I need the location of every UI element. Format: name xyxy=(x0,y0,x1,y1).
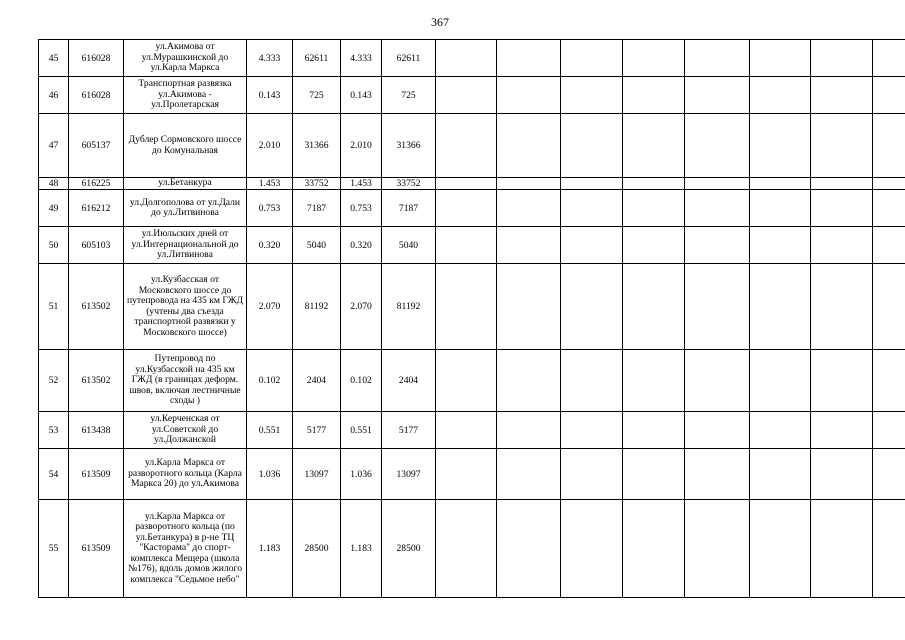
empty-cell xyxy=(436,449,497,500)
cell-area1: 7187 xyxy=(293,190,341,227)
cell-len1: 0.102 xyxy=(247,350,293,412)
table-row xyxy=(39,178,905,190)
empty-cell xyxy=(811,227,873,264)
empty-cell xyxy=(436,264,497,350)
table-row xyxy=(39,227,905,264)
cell-len2: 0.753 xyxy=(341,190,382,227)
cell-desc: Путепровод по ул.Кузбасской на 435 км ГЖД (в границах деформ. швов, включая лестничные сходы ) xyxy=(124,350,247,412)
cell-n: 48 xyxy=(39,178,69,190)
cell-desc: ул.Бетанкура xyxy=(124,178,247,190)
table-row xyxy=(39,264,905,350)
cell-area2: 5040 xyxy=(382,227,436,264)
empty-cell xyxy=(497,449,561,500)
empty-cell xyxy=(750,77,811,114)
cell-desc: ул.Карла Маркса от разворотного кольца (Карла Маркса 20) до ул.Акимова xyxy=(124,449,247,500)
table-row xyxy=(39,500,905,598)
cell-len2: 1.183 xyxy=(341,500,382,598)
cell-len2: 4.333 xyxy=(341,40,382,77)
empty-cell xyxy=(811,190,873,227)
cell-len1: 2.070 xyxy=(247,264,293,350)
cell-area2: 2404 xyxy=(382,350,436,412)
empty-cell xyxy=(685,178,750,190)
empty-cell xyxy=(436,500,497,598)
cell-area2: 13097 xyxy=(382,449,436,500)
empty-cell xyxy=(873,227,905,264)
table-row xyxy=(39,190,905,227)
cell-len2: 2.070 xyxy=(341,264,382,350)
empty-cell xyxy=(497,350,561,412)
cell-area2: 7187 xyxy=(382,190,436,227)
cell-len2: 0.102 xyxy=(341,350,382,412)
cell-code: 605137 xyxy=(69,114,124,178)
cell-n: 51 xyxy=(39,264,69,350)
cell-area1: 81192 xyxy=(293,264,341,350)
cell-desc: ул.Долгополова от ул.Дали до ул.Литвинова xyxy=(124,190,247,227)
empty-cell xyxy=(750,114,811,178)
road-table xyxy=(38,39,905,598)
cell-desc: ул.Июльских дней от ул.Интернациональной до ул.Литвинова xyxy=(124,227,247,264)
cell-desc: ул.Керченская от ул.Советской до ул.Должанской xyxy=(124,412,247,449)
cell-len2: 0.143 xyxy=(341,77,382,114)
cell-area2: 725 xyxy=(382,77,436,114)
empty-cell xyxy=(873,190,905,227)
cell-n: 53 xyxy=(39,412,69,449)
empty-cell xyxy=(623,40,685,77)
empty-cell xyxy=(436,178,497,190)
empty-cell xyxy=(873,500,905,598)
empty-cell xyxy=(873,412,905,449)
empty-cell xyxy=(873,449,905,500)
empty-cell xyxy=(750,500,811,598)
empty-cell xyxy=(561,350,623,412)
cell-len1: 1.453 xyxy=(247,178,293,190)
cell-desc: ул.Карла Маркса от разворотного кольца (по ул.Бетанкура) в р-не ТЦ "Касторама" до спорт-комплекса Мещера (школа №176), вдоль домов жилого комплекса "Седьмое небо" xyxy=(124,500,247,598)
cell-code: 613502 xyxy=(69,264,124,350)
cell-n: 49 xyxy=(39,190,69,227)
empty-cell xyxy=(497,227,561,264)
empty-cell xyxy=(561,114,623,178)
cell-len2: 0.551 xyxy=(341,412,382,449)
empty-cell xyxy=(623,500,685,598)
cell-n: 55 xyxy=(39,500,69,598)
empty-cell xyxy=(750,449,811,500)
empty-cell xyxy=(497,77,561,114)
cell-len1: 0.753 xyxy=(247,190,293,227)
empty-cell xyxy=(623,264,685,350)
cell-area2: 31366 xyxy=(382,114,436,178)
cell-area2: 81192 xyxy=(382,264,436,350)
empty-cell xyxy=(873,114,905,178)
empty-cell xyxy=(750,40,811,77)
cell-len2: 2.010 xyxy=(341,114,382,178)
cell-code: 613509 xyxy=(69,449,124,500)
empty-cell xyxy=(811,500,873,598)
empty-cell xyxy=(623,412,685,449)
empty-cell xyxy=(561,449,623,500)
table-body xyxy=(39,40,905,598)
empty-cell xyxy=(561,227,623,264)
empty-cell xyxy=(497,114,561,178)
empty-cell xyxy=(811,449,873,500)
empty-cell xyxy=(497,500,561,598)
cell-n: 52 xyxy=(39,350,69,412)
cell-desc: Транспортная развязка ул.Акимова - ул.Пролетарская xyxy=(124,77,247,114)
cell-code: 616225 xyxy=(69,178,124,190)
empty-cell xyxy=(685,40,750,77)
empty-cell xyxy=(873,77,905,114)
empty-cell xyxy=(436,77,497,114)
cell-len1: 4.333 xyxy=(247,40,293,77)
cell-area1: 31366 xyxy=(293,114,341,178)
empty-cell xyxy=(497,40,561,77)
empty-cell xyxy=(873,350,905,412)
cell-area1: 2404 xyxy=(293,350,341,412)
empty-cell xyxy=(561,178,623,190)
cell-area1: 28500 xyxy=(293,500,341,598)
cell-desc: ул.Акимова от ул.Мурашкинской до ул.Карла Маркса xyxy=(124,40,247,77)
cell-n: 46 xyxy=(39,77,69,114)
empty-cell xyxy=(685,350,750,412)
empty-cell xyxy=(561,77,623,114)
cell-len1: 0.551 xyxy=(247,412,293,449)
cell-code: 616028 xyxy=(69,77,124,114)
cell-code: 616028 xyxy=(69,40,124,77)
empty-cell xyxy=(561,412,623,449)
cell-len1: 1.183 xyxy=(247,500,293,598)
empty-cell xyxy=(623,449,685,500)
cell-n: 54 xyxy=(39,449,69,500)
empty-cell xyxy=(623,77,685,114)
cell-area1: 13097 xyxy=(293,449,341,500)
cell-code: 613509 xyxy=(69,500,124,598)
empty-cell xyxy=(497,412,561,449)
empty-cell xyxy=(436,350,497,412)
empty-cell xyxy=(750,178,811,190)
empty-cell xyxy=(873,264,905,350)
table-row xyxy=(39,114,905,178)
empty-cell xyxy=(811,40,873,77)
empty-cell xyxy=(436,412,497,449)
cell-area2: 62611 xyxy=(382,40,436,77)
empty-cell xyxy=(623,178,685,190)
table-row xyxy=(39,412,905,449)
cell-n: 50 xyxy=(39,227,69,264)
table-row xyxy=(39,350,905,412)
empty-cell xyxy=(561,40,623,77)
cell-n: 45 xyxy=(39,40,69,77)
empty-cell xyxy=(561,500,623,598)
empty-cell xyxy=(436,114,497,178)
empty-cell xyxy=(750,227,811,264)
cell-len1: 2.010 xyxy=(247,114,293,178)
empty-cell xyxy=(685,114,750,178)
cell-len2: 0.320 xyxy=(341,227,382,264)
empty-cell xyxy=(497,264,561,350)
cell-code: 605103 xyxy=(69,227,124,264)
empty-cell xyxy=(497,178,561,190)
empty-cell xyxy=(811,114,873,178)
empty-cell xyxy=(623,227,685,264)
empty-cell xyxy=(750,264,811,350)
empty-cell xyxy=(561,190,623,227)
empty-cell xyxy=(811,264,873,350)
empty-cell xyxy=(873,40,905,77)
cell-area2: 33752 xyxy=(382,178,436,190)
empty-cell xyxy=(685,500,750,598)
empty-cell xyxy=(750,350,811,412)
empty-cell xyxy=(685,412,750,449)
cell-len1: 0.320 xyxy=(247,227,293,264)
empty-cell xyxy=(811,77,873,114)
empty-cell xyxy=(436,190,497,227)
cell-len1: 1.036 xyxy=(247,449,293,500)
cell-len1: 0.143 xyxy=(247,77,293,114)
empty-cell xyxy=(685,227,750,264)
empty-cell xyxy=(685,449,750,500)
cell-area2: 5177 xyxy=(382,412,436,449)
cell-area1: 62611 xyxy=(293,40,341,77)
empty-cell xyxy=(497,190,561,227)
cell-area1: 33752 xyxy=(293,178,341,190)
cell-area1: 5040 xyxy=(293,227,341,264)
cell-len2: 1.453 xyxy=(341,178,382,190)
cell-n: 47 xyxy=(39,114,69,178)
empty-cell xyxy=(811,350,873,412)
cell-desc: ул.Кузбасская от Московского шоссе до путепровода на 435 км ГЖД (учтены два съезда транспортной развязки у Московского шоссе) xyxy=(124,264,247,350)
empty-cell xyxy=(623,114,685,178)
empty-cell xyxy=(436,40,497,77)
cell-code: 613438 xyxy=(69,412,124,449)
empty-cell xyxy=(811,412,873,449)
cell-area1: 5177 xyxy=(293,412,341,449)
empty-cell xyxy=(561,264,623,350)
table-row xyxy=(39,77,905,114)
table-row xyxy=(39,449,905,500)
cell-area2: 28500 xyxy=(382,500,436,598)
cell-code: 616212 xyxy=(69,190,124,227)
cell-len2: 1.036 xyxy=(341,449,382,500)
empty-cell xyxy=(750,190,811,227)
empty-cell xyxy=(623,350,685,412)
empty-cell xyxy=(811,178,873,190)
cell-area1: 725 xyxy=(293,77,341,114)
cell-desc: Дублер Сормовского шоссе до Комунальная xyxy=(124,114,247,178)
empty-cell xyxy=(685,77,750,114)
empty-cell xyxy=(685,264,750,350)
page-number: 367 xyxy=(431,15,449,29)
empty-cell xyxy=(685,190,750,227)
empty-cell xyxy=(436,227,497,264)
cell-code: 613502 xyxy=(69,350,124,412)
empty-cell xyxy=(873,178,905,190)
empty-cell xyxy=(750,412,811,449)
table-row xyxy=(39,40,905,77)
empty-cell xyxy=(623,190,685,227)
